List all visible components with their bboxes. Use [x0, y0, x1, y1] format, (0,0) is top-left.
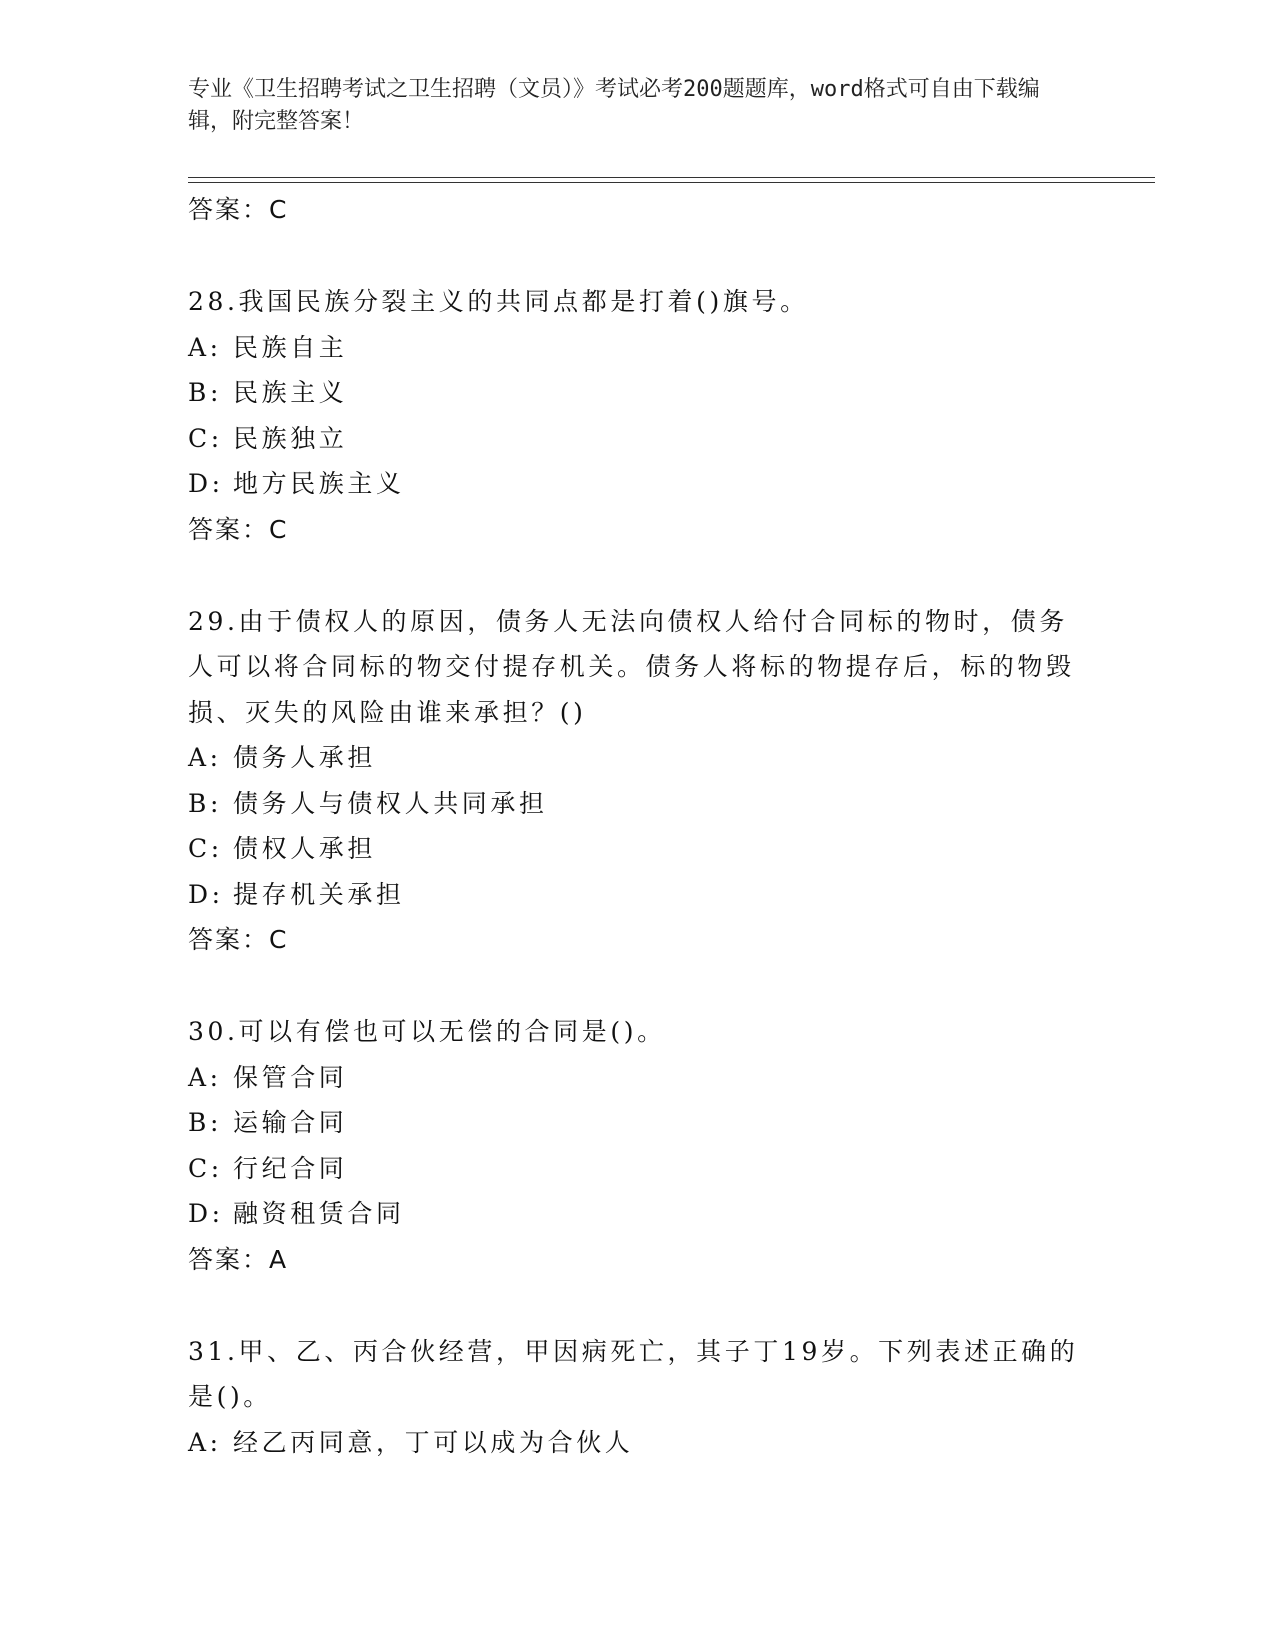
question-29 [188, 599, 1088, 963]
answer-line: 答案：C [188, 514, 289, 544]
option-c [188, 826, 1088, 872]
option-a [188, 325, 1088, 371]
option-text: 债务人承担 [233, 743, 377, 772]
answer-line: 答案：C [188, 925, 289, 954]
option-key: A: [188, 1427, 222, 1457]
question-stem: 31.甲、乙、丙合伙经营，甲因病死亡，其子丁19岁。下列表述正确的是()。 [188, 1336, 1079, 1411]
option-text: 民族自主 [233, 332, 348, 362]
option-a [188, 735, 1088, 781]
question-stem: 28.我国民族分裂主义的共同点都是打着()旗号。 [188, 287, 809, 316]
option-text: 经乙丙同意，丁可以成为合伙人 [233, 1427, 634, 1457]
option-c [188, 416, 1088, 462]
option-key: B: [188, 788, 222, 818]
option-b [188, 370, 1088, 416]
option-text: 行纪合同 [233, 1153, 348, 1183]
option-text: 民族独立 [233, 423, 348, 453]
option-key: D: [188, 1199, 224, 1228]
option-c [188, 1146, 1088, 1192]
option-text: 债务人与债权人共同承担 [233, 788, 548, 818]
option-a [188, 1055, 1088, 1101]
question-28 [188, 279, 1088, 552]
answer-line: 答案：A [188, 1244, 289, 1274]
document-header: 专业《卫生招聘考试之卫生招聘（文员）》考试必考200题题库，word格式可自由下载编辑，附完整答案！ [188, 77, 1040, 134]
question-31 [188, 1329, 1088, 1466]
option-text: 民族主义 [233, 378, 348, 407]
question-30 [188, 1009, 1088, 1282]
header-divider-second-line [188, 182, 1155, 183]
option-text: 保管合同 [233, 1062, 348, 1092]
option-text: 提存机关承担 [233, 879, 405, 909]
option-text: 债权人承担 [233, 834, 377, 863]
option-key: C: [188, 423, 223, 453]
question-stem: 30.可以有偿也可以无偿的合同是()。 [188, 1017, 666, 1046]
answer-line: 答案：C [188, 195, 289, 224]
option-d [188, 872, 1088, 918]
option-key: B: [188, 1108, 222, 1137]
option-d [188, 461, 1088, 507]
option-a [188, 1420, 1088, 1466]
option-b [188, 781, 1088, 827]
question-list [188, 187, 1088, 1465]
question-stem: 29.由于债权人的原因，债务人无法向债权人给付合同标的物时，债务人可以将合同标的物交付提存机关。债务人将标的物提存后，标的物毁损、灭失的风险由谁来承担？() [188, 606, 1075, 727]
header-divider [188, 177, 1155, 178]
option-text: 运输合同 [233, 1108, 348, 1137]
option-key: A: [188, 332, 222, 362]
option-key: A: [188, 1062, 222, 1092]
option-text: 地方民族主义 [233, 469, 405, 498]
option-key: C: [188, 1153, 223, 1183]
option-key: B: [188, 378, 222, 407]
option-key: D: [188, 879, 224, 909]
option-key: D: [188, 469, 224, 498]
option-text: 融资租赁合同 [233, 1199, 405, 1228]
option-d [188, 1191, 1088, 1237]
option-b [188, 1100, 1088, 1146]
option-key: C: [188, 834, 223, 863]
option-key: A: [188, 743, 222, 772]
